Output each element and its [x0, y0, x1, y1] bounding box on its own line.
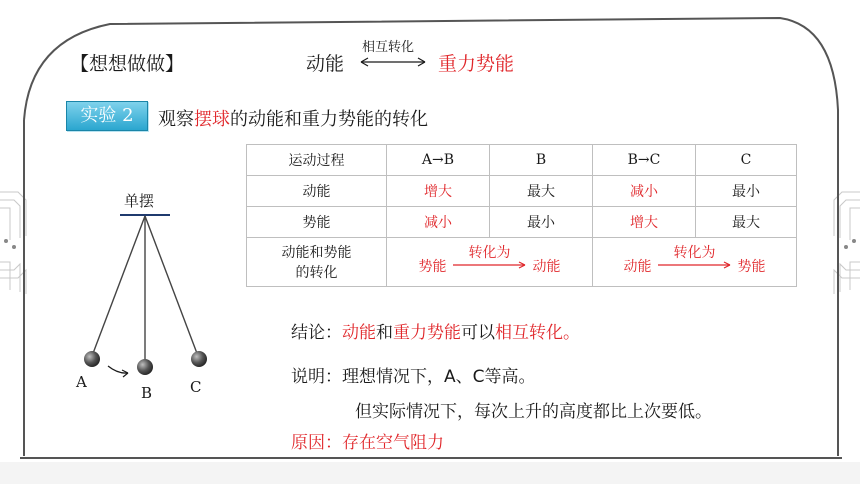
conversion-right-label: 重力势能	[438, 53, 515, 75]
conversion-left-label: 动能	[306, 53, 345, 75]
conversion-over: 转化为	[673, 245, 716, 261]
table-cell: 增大	[387, 176, 490, 207]
ball-a	[84, 351, 100, 367]
explanation-label: 说明：	[291, 367, 342, 387]
heading-suffix: 的动能和重力势能的转化	[230, 109, 428, 130]
conversion-to: 势能	[737, 259, 766, 275]
pendulum-label-b: B	[141, 384, 153, 402]
table-header-cell: B	[490, 145, 593, 176]
conversion-to: 动能	[532, 259, 561, 275]
explanation-line1	[291, 362, 536, 387]
table-header-cell: 运动过程	[247, 145, 387, 176]
table-row	[247, 176, 797, 207]
conversion-cell	[387, 238, 593, 287]
conversion-from: 势能	[418, 259, 447, 275]
section-title: 【想想做做】	[70, 53, 185, 75]
conversion-over-arrow-label: 相互转化	[362, 40, 415, 55]
row-label: 动能	[247, 176, 387, 207]
table-header-row	[247, 145, 797, 176]
conclusion-label: 结论：	[291, 323, 342, 343]
pendulum-title: 单摆	[124, 192, 155, 210]
table-cell: 最小	[490, 207, 593, 238]
experiment-badge: 实验 2	[66, 101, 148, 131]
conclusion-part2: 重力势能	[393, 323, 461, 343]
table-cell: 最小	[696, 176, 797, 207]
conclusion-and: 和	[376, 323, 393, 343]
conversion-from: 动能	[623, 259, 652, 275]
conversion-over: 转化为	[468, 245, 511, 261]
reason-line: 原因：存在空气阻力	[291, 433, 444, 453]
table-cell: 减小	[387, 207, 490, 238]
pendulum-label-c: C	[190, 378, 202, 396]
heading-highlight: 摆球	[194, 109, 230, 130]
right-arrow-icon	[453, 261, 527, 269]
table-header-cell: B→C	[593, 145, 696, 176]
explanation-text1: 理想情况下，A、C等高。	[342, 367, 536, 387]
ball-c	[191, 351, 207, 367]
conclusion-line	[291, 318, 580, 343]
conversion-cell	[593, 238, 797, 287]
explanation-line2: 但实际情况下，每次上升的高度都比上次要低。	[355, 402, 712, 422]
ball-b	[137, 359, 153, 375]
conclusion-middle: 可以	[461, 323, 495, 343]
table-header-cell: A→B	[387, 145, 490, 176]
bidirectional-arrow-icon	[358, 56, 428, 68]
table-row-conversion	[247, 238, 797, 287]
pendulum-diagram	[70, 210, 240, 395]
table-cell: 减小	[593, 176, 696, 207]
conclusion-part1: 动能	[342, 323, 376, 343]
table-row	[247, 207, 797, 238]
pendulum-label-a: A	[76, 373, 87, 391]
experiment-heading	[158, 105, 428, 131]
right-arrow-icon	[658, 261, 732, 269]
conclusion-part3: 相互转化。	[495, 323, 580, 343]
row-label	[247, 238, 387, 287]
table-cell: 最大	[696, 207, 797, 238]
table-cell: 最大	[490, 176, 593, 207]
table-cell: 增大	[593, 207, 696, 238]
row-label: 势能	[247, 207, 387, 238]
heading-prefix: 观察	[158, 109, 194, 130]
row-label-line: 动能和势能	[281, 245, 352, 261]
energy-table	[246, 144, 797, 287]
table-header-cell: C	[696, 145, 797, 176]
row-label-line: 的转化	[295, 265, 338, 281]
